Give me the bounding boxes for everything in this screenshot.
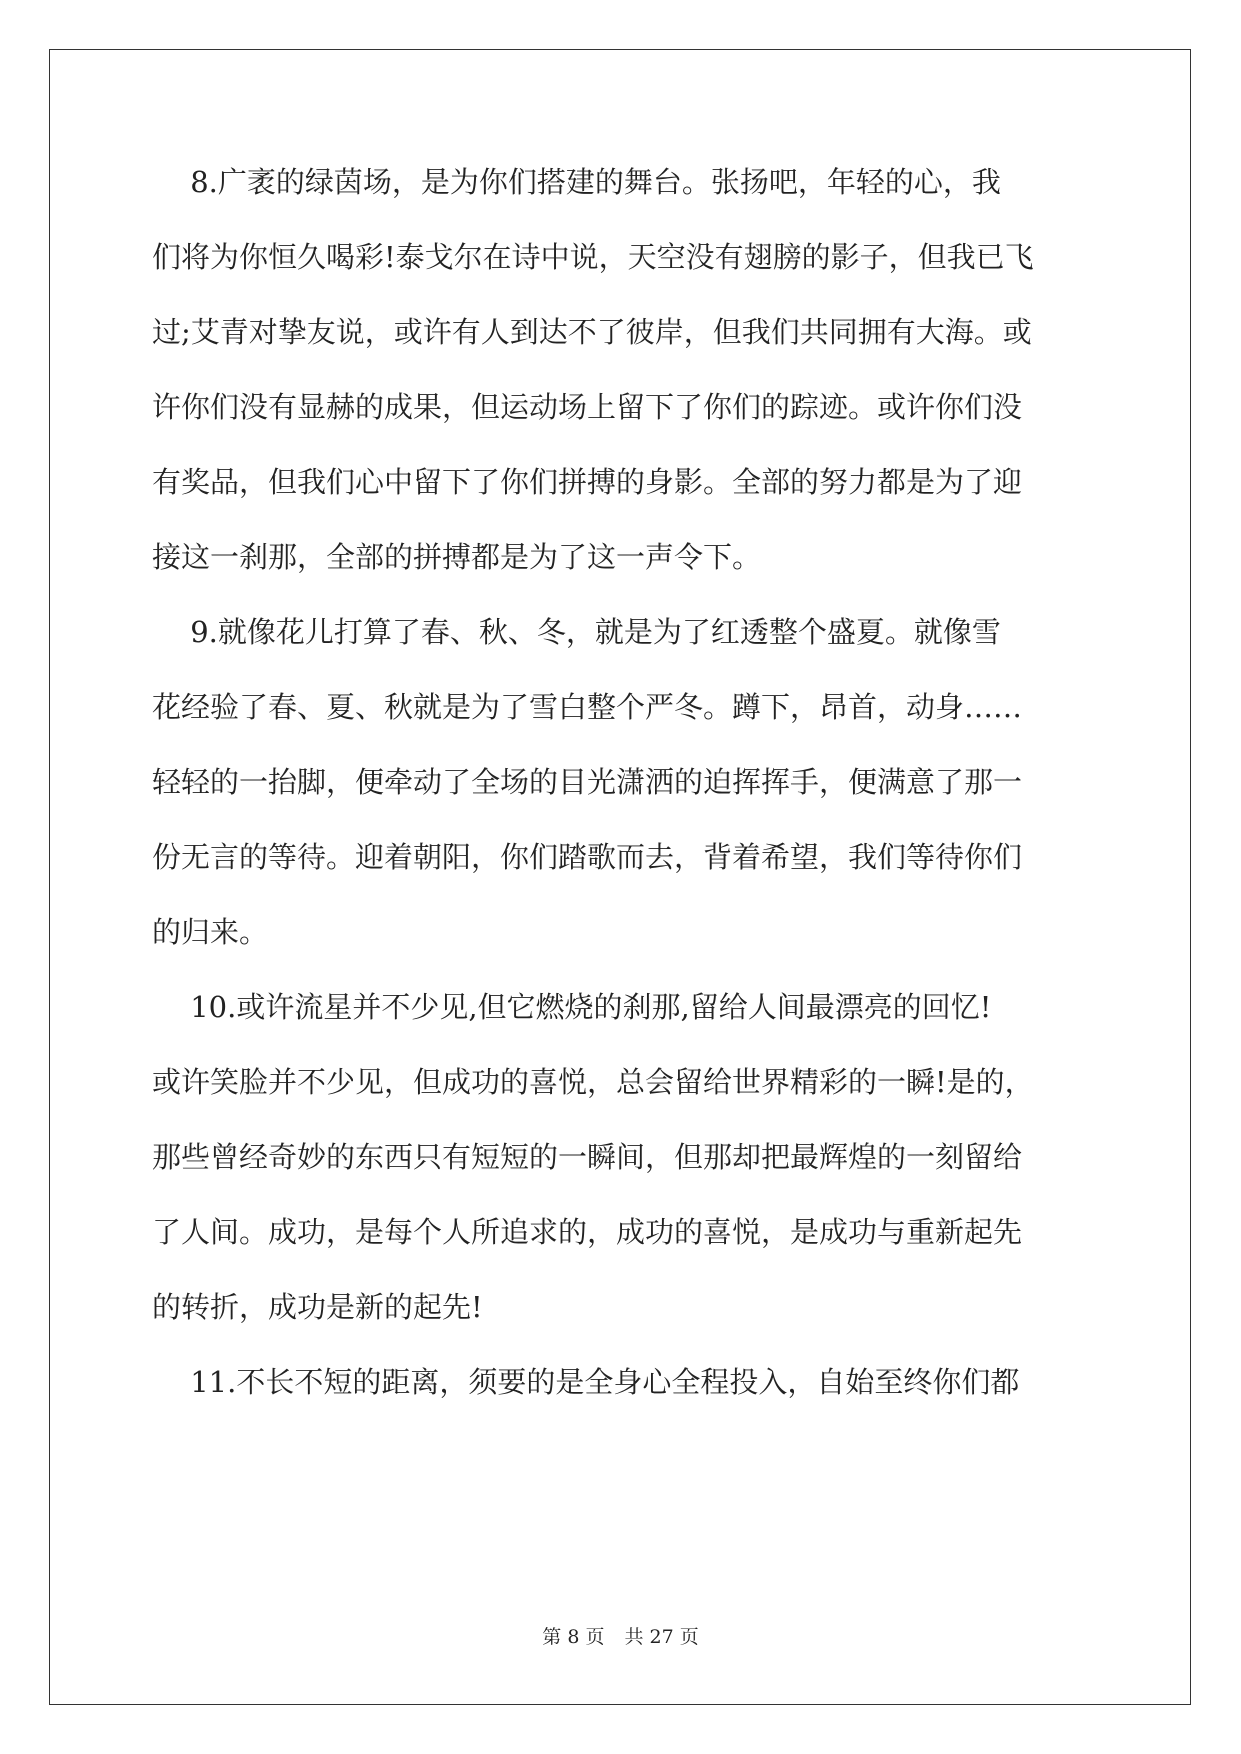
text-line: 花经验了春、夏、秋就是为了雪白整个严冬。蹲下，昂首，动身……: [152, 690, 1023, 724]
text-line: 那些曾经奇妙的东西只有短短的一瞬间，但那却把最辉煌的一刻留给: [152, 1140, 1023, 1174]
text-line: 的归来。: [152, 915, 269, 949]
page-number-total: 共 27 页: [624, 1626, 699, 1648]
text-line: 11.不长不短的距离，须要的是全身心全程投入，自始至终你们都: [152, 1365, 1020, 1399]
text-line: 们将为你恒久喝彩!泰戈尔在诗中说，天空没有翅膀的影子，但我已飞: [152, 240, 1034, 274]
text-line: 份无言的等待。迎着朝阳，你们踏歌而去，背着希望，我们等待你们: [152, 840, 1023, 874]
text-line: 10.或许流星并不少见,但它燃烧的刹那,留给人间最漂亮的回忆!: [152, 990, 992, 1024]
text-line: 8.广袤的绿茵场，是为你们搭建的舞台。张扬吧，年轻的心，我: [152, 165, 1001, 199]
text-line: 了人间。成功，是每个人所追求的，成功的喜悦，是成功与重新起先: [152, 1215, 1023, 1249]
page-border: [49, 49, 1191, 1705]
text-line: 许你们没有显赫的成果，但运动场上留下了你们的踪迹。或许你们没: [152, 390, 1023, 424]
text-line: 轻轻的一抬脚，便牵动了全场的目光潇洒的迫挥挥手，便满意了那一: [152, 765, 1023, 799]
text-line: 9.就像花儿打算了春、秋、冬，就是为了红透整个盛夏。就像雪: [152, 615, 1001, 649]
page-footer: [0, 1625, 1241, 1649]
page-number-current: 第 8 页: [542, 1626, 605, 1648]
text-line: 或许笑脸并不少见，但成功的喜悦，总会留给世界精彩的一瞬!是的，: [152, 1065, 1034, 1099]
text-line: 过;艾青对挚友说，或许有人到达不了彼岸，但我们共同拥有大海。或: [152, 315, 1032, 349]
text-line: 有奖品，但我们心中留下了你们拼搏的身影。全部的努力都是为了迎: [152, 465, 1023, 499]
text-line: 接这一刹那，全部的拼搏都是为了这一声令下。: [152, 540, 762, 574]
text-line: 的转折，成功是新的起先!: [152, 1290, 483, 1324]
